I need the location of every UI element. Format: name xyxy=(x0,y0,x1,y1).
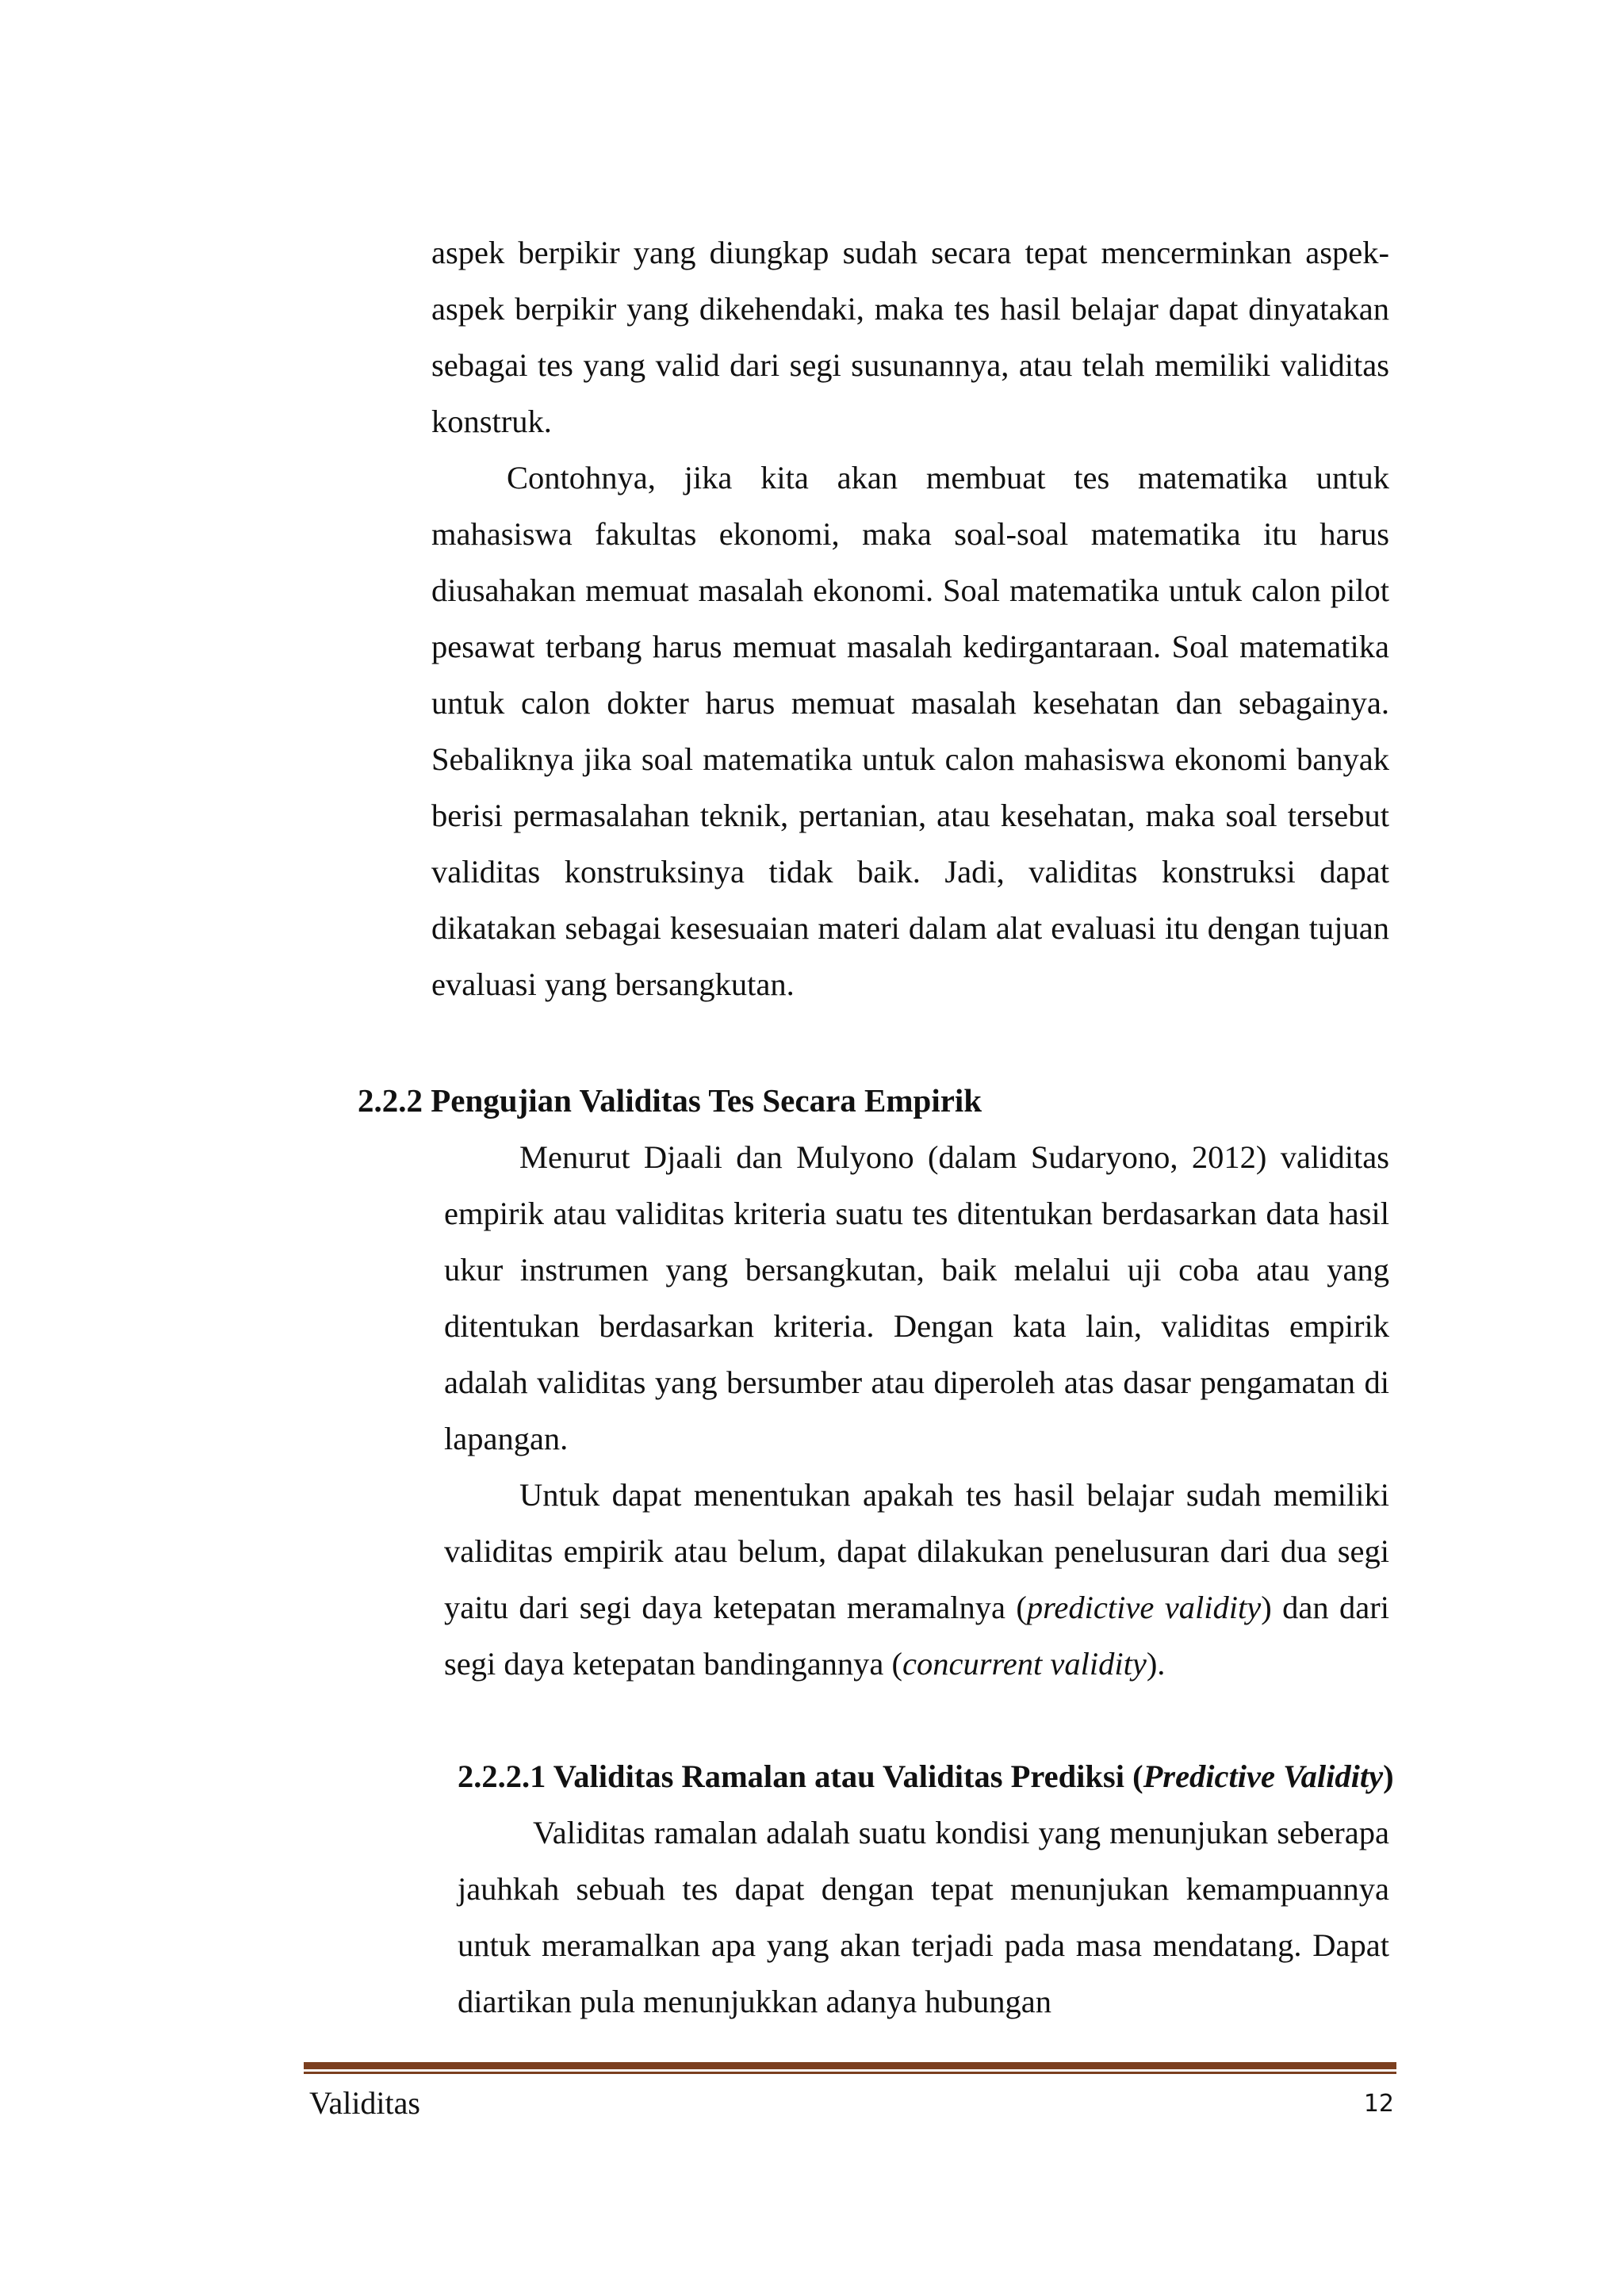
footer-title: Validitas xyxy=(309,2085,420,2121)
subsection-heading xyxy=(458,1748,1394,1804)
paragraph-contohnya: Contohnya, jika kita akan membuat tes matematika untuk mahasiswa fakultas ekonomi, maka soal-soal matematika itu harus diusahakan memuat masalah ekonomi. Soal matematika untuk calon pilot pesawat terbang harus memuat masalah kedirgantaraan. Soal matematika untuk calon dokter harus memuat masalah kesehatan dan sebagainya. Sebaliknya jika soal matematika untuk calon mahasiswa ekonomi banyak berisi permasalahan teknik, pertanian, atau kesehatan, maka soal tersebut validitas konstruksinya tidak baik. Jadi, validitas konstruksi dapat dikatakan sebagai kesesuaian materi dalam alat evaluasi itu dengan tujuan evaluasi yang bersangkutan. xyxy=(431,460,1389,1002)
paragraph-untuk-dapat xyxy=(444,1467,1389,1692)
section-heading: 2.2.2 Pengujian Validitas Tes Secara Empirik xyxy=(358,1082,982,1119)
subsection-heading-suffix: ) xyxy=(1383,1758,1394,1794)
paragraph-menurut-djaali: Menurut Djaali dan Mulyono (dalam Sudaryono, 2012) validitas empirik atau validitas kriteria suatu tes ditentukan berdasarkan data hasil ukur instrumen yang bersangkutan, baik melalui uji coba atau yang ditentukan berdasarkan kriteria. Dengan kata lain, validitas empirik adalah validitas yang bersumber atau diperoleh atas dasar pengamatan di lapangan. xyxy=(444,1139,1389,1456)
paragraph-text-part: Untuk dapat menentukan apakah tes hasil belajar sudah memiliki validitas empirik atau belum, dapat dilakukan penelusuran dari dua segi yaitu dari segi daya ketepatan meramalnya ( xyxy=(444,1477,1389,1625)
paragraph-text-part: ) dan dari segi daya ketepatan bandingannya ( xyxy=(444,1590,1389,1682)
subsection-heading-prefix: 2.2.2.1 Validitas Ramalan atau Validitas Prediksi ( xyxy=(458,1758,1143,1794)
italic-term-concurrent-validity: concurrent validity xyxy=(902,1646,1147,1682)
footer-rule-thin xyxy=(304,2072,1396,2074)
paragraph-validitas-ramalan: Validitas ramalan adalah suatu kondisi yang menunjukan seberapa jauhkah sebuah tes dapat dengan tepat menunjukan kemampuannya untuk meramalkan apa yang akan terjadi pada masa mendatang. Dapat diartikan pula menunjukkan adanya hubungan xyxy=(458,1815,1389,2019)
page-number: 12 xyxy=(1363,2090,1394,2118)
subsection-heading-italic: Predictive Validity xyxy=(1143,1758,1384,1794)
paragraph-text-part: ). xyxy=(1146,1646,1166,1682)
paragraph-continuation: aspek berpikir yang diungkap sudah secara tepat mencerminkan aspek-aspek berpikir yang dikehendaki, maka tes hasil belajar dapat dinyatakan sebagai tes yang valid dari segi susunannya, atau telah memiliki validitas konstruk. xyxy=(431,235,1389,439)
footer-rule-thick xyxy=(304,2062,1396,2069)
italic-term-predictive-validity: predictive validity xyxy=(1026,1590,1262,1625)
